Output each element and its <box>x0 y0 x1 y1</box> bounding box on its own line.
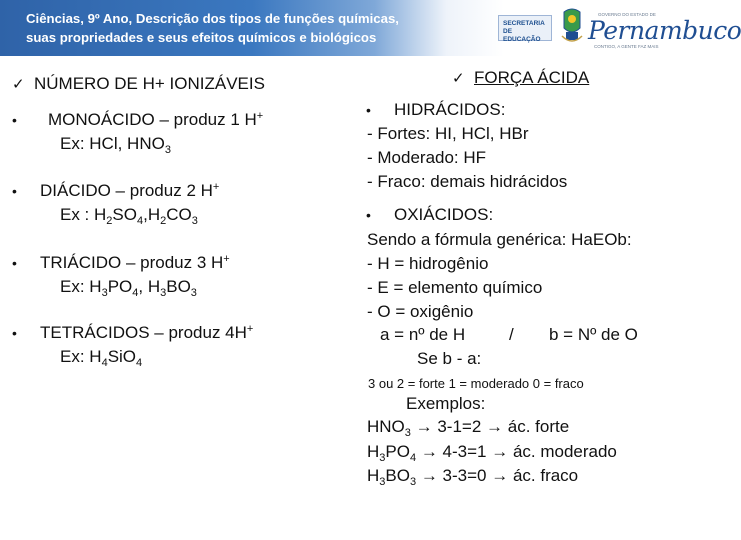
formula-sub: 3 <box>101 287 108 299</box>
se-b-minus-a: Se b - a: <box>417 349 482 368</box>
hidracidos-title <box>366 99 505 121</box>
bullet-icon: • <box>12 112 17 128</box>
slide-title-line1: Ciências, 9º Ano, Descrição dos tipos de funções químicas, <box>26 11 399 26</box>
hidracidos-title-text: HIDRÁCIDOS: <box>394 100 506 119</box>
formula-part: PO <box>385 442 410 461</box>
pernambuco-logo-sub: CONTIGO, A GENTE FAZ MAIS <box>594 44 659 49</box>
tetracido-label: TETRÁCIDOS – produz 4H <box>40 323 247 342</box>
tetracido-item <box>12 322 253 344</box>
monoacido-example-text: Ex: HCl, HNO <box>60 134 165 153</box>
example-result: → 4-3=1 → ác. moderado <box>416 442 617 461</box>
right-section-title <box>452 67 589 90</box>
tetracido-example <box>60 346 142 368</box>
formula-part: ,H <box>143 205 161 224</box>
example-h3po4 <box>367 441 617 463</box>
formula-sub: 3 <box>409 476 417 488</box>
pernambuco-logo-word: Pernambuco <box>588 16 741 45</box>
triacido-label: TRIÁCIDO – produz 3 H <box>40 253 224 272</box>
formula-sub: 3 <box>379 476 386 488</box>
b-definition: b = Nº de O <box>549 325 638 344</box>
formula-sub: 3 <box>404 427 411 439</box>
monoacido-item <box>12 109 263 131</box>
check-icon: ✓ <box>12 76 25 93</box>
formula-sub: 3 <box>160 287 167 299</box>
formula-sub: 2 <box>160 215 167 227</box>
slide-title-line2: suas propriedades e seus efeitos químicos e biológicos <box>26 30 377 45</box>
oxiacidos-title-text: OXIÁCIDOS: <box>394 205 494 224</box>
formula-part: H <box>367 466 380 485</box>
formula-sub: 4 <box>101 357 108 369</box>
formula-part: BO <box>166 277 191 296</box>
diacido-example-text: Ex : H <box>60 205 107 224</box>
monoacido-charge: + <box>256 110 264 122</box>
example-result: → 3-1=2 → ác. forte <box>410 417 570 436</box>
strength-scale: 3 ou 2 = forte 1 = moderado 0 = fraco <box>368 376 584 391</box>
monoacido-example <box>60 133 171 155</box>
a-definition: a = nº de H <box>380 325 466 344</box>
secretaria-logo <box>498 15 552 41</box>
formula-part: PO <box>107 277 133 296</box>
definition-slash: / <box>509 325 514 344</box>
formula-part: HNO <box>367 417 405 436</box>
bullet-icon: • <box>12 325 17 341</box>
example-result: → 3-3=0 → ác. fraco <box>416 466 579 485</box>
left-section-title <box>12 73 265 96</box>
oxiacidos-title <box>366 204 493 226</box>
state-crest-icon <box>560 6 584 46</box>
bullet-icon: • <box>12 183 17 199</box>
formula-sub: 3 <box>191 215 198 227</box>
pernambuco-logo <box>588 12 741 49</box>
monoacido-example-sub: 3 <box>164 144 171 156</box>
right-section-title-text: FORÇA ÁCIDA <box>474 68 590 87</box>
oxiacidos-formula: Sendo a fórmula genérica: HaEOb: <box>367 230 632 249</box>
formula-sub: 4 <box>409 452 417 464</box>
formula-sub: 4 <box>136 357 143 369</box>
secretaria-logo-line2: DE EDUCAÇÃO <box>503 28 541 43</box>
formula-part: SiO <box>107 347 137 366</box>
triacido-example-text: Ex: H <box>60 277 102 296</box>
formula-sub: 3 <box>190 287 197 299</box>
formula-sub: 4 <box>136 215 144 227</box>
formula-part: BO <box>385 466 410 485</box>
hidracidos-line: - Moderado: HF <box>367 148 487 167</box>
secretaria-logo-line1: SECRETARIA <box>503 20 545 27</box>
triacido-example <box>60 276 197 298</box>
formula-part: CO <box>166 205 192 224</box>
hidracidos-line: - Fraco: demais hidrácidos <box>367 172 568 191</box>
formula-sub: 3 <box>379 452 386 464</box>
bullet-icon: • <box>366 102 371 118</box>
formula-part: H <box>367 442 380 461</box>
oxiacidos-line: - E = elemento químico <box>367 278 543 297</box>
tetracido-charge: + <box>246 323 254 335</box>
diacido-label: DIÁCIDO – produz 2 H <box>40 181 213 200</box>
pernambuco-logo-tag: GOVERNO DO ESTADO DE <box>598 12 656 17</box>
bullet-icon: • <box>12 255 17 271</box>
triacido-charge: + <box>223 253 230 265</box>
left-section-title-text: NÚMERO DE H+ IONIZÁVEIS <box>34 74 265 93</box>
triacido-item <box>12 252 230 274</box>
diacido-charge: + <box>212 181 220 193</box>
bullet-icon: • <box>366 207 371 223</box>
monoacido-label: MONOÁCIDO – produz 1 H <box>48 110 257 129</box>
slide-title <box>26 9 446 47</box>
examples-title: Exemplos: <box>406 394 486 413</box>
example-h3bo3 <box>367 465 578 487</box>
diacido-item <box>12 180 219 202</box>
oxiacidos-line: - H = hidrogênio <box>367 254 489 273</box>
formula-sub: 4 <box>132 287 139 299</box>
formula-sub: 2 <box>106 215 113 227</box>
header-bar <box>0 0 741 56</box>
check-icon: ✓ <box>452 70 465 87</box>
hidracidos-line: - Fortes: HI, HCl, HBr <box>367 124 529 143</box>
diacido-example <box>60 204 198 226</box>
oxiacidos-line: - O = oxigênio <box>367 302 474 321</box>
tetracido-example-text: Ex: H <box>60 347 102 366</box>
formula-part: SO <box>112 205 137 224</box>
formula-part: , H <box>138 277 161 296</box>
example-hno3 <box>367 416 569 438</box>
